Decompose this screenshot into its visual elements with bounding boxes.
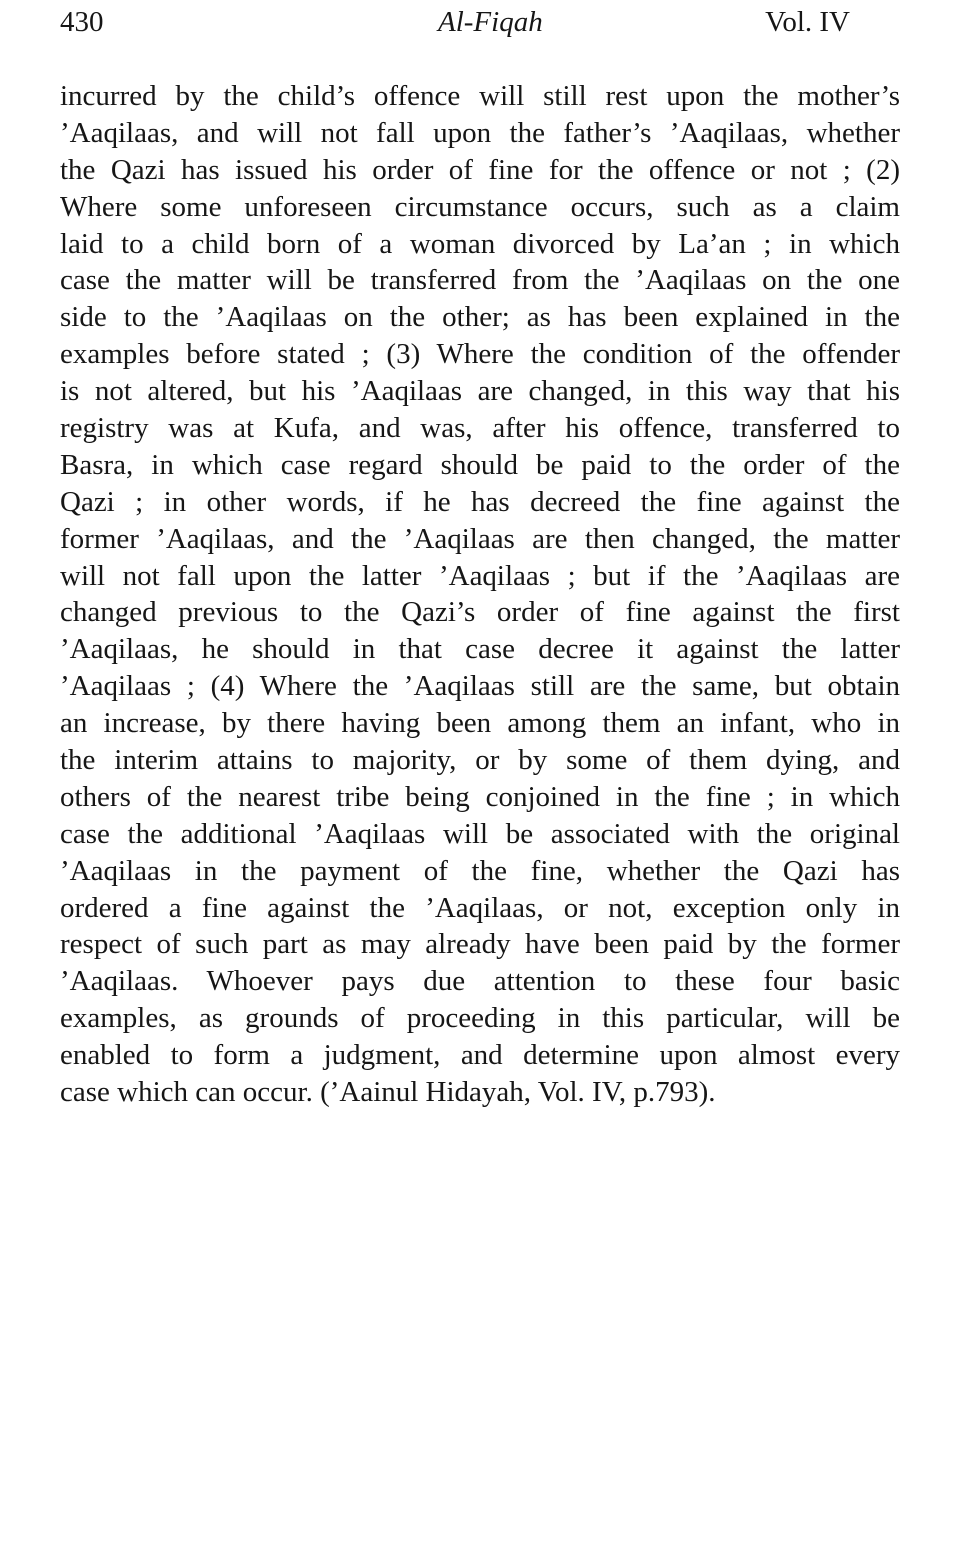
text-line: is not altered, but his ’Aaqilaas are changed, in this way that his [60, 375, 900, 408]
text-line: ’Aaqilaas. Whoever pays due attention to these four basic [60, 965, 900, 998]
text-line: enabled to form a judgment, and determine upon almost every [60, 1039, 900, 1072]
text-line: registry was at Kufa, and was, after his offence, transferred to [60, 412, 900, 445]
text-line: former ’Aaqilaas, and the ’Aaqilaas are then changed, the matter [60, 522, 900, 555]
text-line: incurred by the child’s offence will still rest upon the mother’s [60, 80, 900, 112]
text-line: case the additional ’Aaqilaas will be associated with the original [60, 817, 900, 850]
page-number: 430 [60, 6, 104, 38]
text-line: will not fall upon the latter ’Aaqilaas ; but if the ’Aaqilaas are [60, 559, 900, 592]
text-line: ’Aaqilaas in the payment of the fine, whether the Qazi has [60, 854, 900, 887]
volume-label: Vol. IV [765, 6, 850, 38]
text-line: examples before stated ; (3) Where the condition of the offender [60, 338, 900, 371]
text-line: ’Aaqilaas, he should in that case decree it against the latter [60, 633, 900, 666]
text-line: ordered a fine against the ’Aaqilaas, or not, exception only in [60, 891, 900, 924]
text-line: the interim attains to majority, or by some of them dying, and [60, 744, 900, 777]
text-line: Basra, in which case regard should be paid to the order of the [60, 448, 900, 481]
text-line: case which can occur. (’Aainul Hidayah, Vol. IV, p.793). [60, 1076, 716, 1109]
text-line: an increase, by there having been among them an infant, who in [60, 707, 900, 740]
text-line: ’Aaqilaas, and will not fall upon the father’s ’Aaqilaas, whether [60, 116, 900, 149]
body-paragraph [60, 78, 900, 1111]
text-line: others of the nearest tribe being conjoined in the fine ; in which [60, 780, 900, 813]
text-line: case the matter will be transferred from the ’Aaqilaas on the one [60, 264, 900, 297]
text-line: the Qazi has issued his order of fine for the offence or not ; (2) [60, 153, 900, 186]
text-line: ’Aaqilaas ; (4) Where the ’Aaqilaas still are the same, but obtain [60, 670, 900, 703]
running-head [60, 4, 850, 44]
text-line: Qazi ; in other words, if he has decreed the fine against the [60, 485, 900, 518]
text-line: respect of such part as may already have been paid by the former [60, 928, 900, 961]
text-line: examples, as grounds of proceeding in this particular, will be [60, 1002, 900, 1035]
book-title: Al-Fiqah [438, 6, 543, 38]
text-line: side to the ’Aaqilaas on the other; as has been explained in the [60, 301, 900, 334]
text-line: changed previous to the Qazi’s order of fine against the first [60, 596, 900, 629]
text-line: Where some unforeseen circumstance occurs, such as a claim [60, 190, 900, 223]
text-line: laid to a child born of a woman divorced by La’an ; in which [60, 227, 900, 260]
